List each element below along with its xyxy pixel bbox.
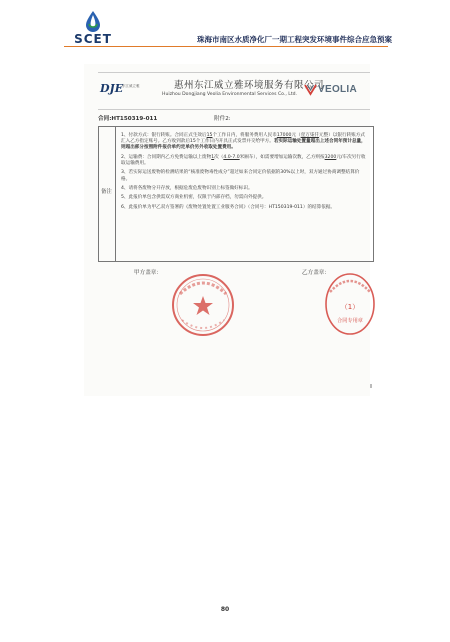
- dje-logo: [100, 80, 144, 102]
- scet-logo: [64, 10, 122, 46]
- remark-item-1: 1、付款方式：银行转账。合同正式生效后15个工作日内，将服务费用人民币17000元（壹万柒仟元整）以银行转账方式汇入乙方指定账号。乙方收到款后15个工作日内开具正式发票并交给甲方。若实际运输处置量超出上述合同年预计总量，则超出部分按照附件报价单约定单价另外收取处置费用。: [121, 133, 366, 151]
- party-a-seal-label: 甲方盖章：: [134, 270, 162, 276]
- remark-item-6: 6、此报价单为甲乙双方签署的《废物处置处置工业服务合同》（合同号：HT150319-011）的结算依据。: [121, 204, 336, 210]
- remark-item-2: 2、运输费：合同期内乙方免费运输以上废物1次（4.0-7.0米厢车），如需要增加运输次数，乙方则按3200元/车次另行收取运输费用。: [121, 154, 366, 166]
- dje-sub: 东江威立雅: [122, 84, 140, 88]
- veolia-logo-icon: [304, 83, 317, 96]
- party-b-contract-seal: [324, 272, 376, 336]
- document-title: 珠海市南区水质净化厂一期工程突发环境事件综合应急预案: [197, 35, 392, 44]
- company-name-en: Huizhou Dongjiang Veolia Environmental Services Co., Ltd.: [162, 92, 297, 97]
- remarks-body: [121, 133, 367, 214]
- attachment-number: 附件2:: [214, 116, 231, 122]
- party-b-seal-label: 乙方盖章：: [302, 270, 330, 276]
- remarks-table: [98, 126, 374, 262]
- party-a-seal: [170, 272, 236, 338]
- header-rule: [64, 46, 388, 47]
- veolia-wordmark: VEOLIA: [318, 84, 358, 95]
- seal-b-bottom: 合同专用章: [337, 318, 363, 324]
- dje-mark: DJE: [100, 82, 124, 95]
- page-number: 80: [220, 606, 230, 613]
- remark-item-4: 4、请将各废物分开存放，根据危废危废物识别上标签做好标识。: [121, 185, 253, 191]
- remarks-label-cell: [99, 127, 116, 261]
- remark-item-5: 5、此报价单包含供需双方商业机密，仅限于内部存档，勿需向外提供。: [121, 195, 267, 201]
- scan-edge-mark: [370, 384, 372, 388]
- contract-number: 合同:HT150319-011: [98, 116, 158, 122]
- company-name-cn: 惠州东江威立雅环境服务有限公司: [174, 80, 325, 91]
- seal-b-mid: （1）: [340, 303, 360, 311]
- remark-item-3: 3、若实际运送废物的检测结果的“核准废物毒性成分”超过如来合同定价依据的30%以上时，双方通过协商调整结算价格。: [121, 170, 360, 182]
- remarks-label: 备注: [101, 189, 112, 195]
- water-drop-icon: [82, 10, 104, 32]
- logo-text: SCET: [74, 32, 112, 46]
